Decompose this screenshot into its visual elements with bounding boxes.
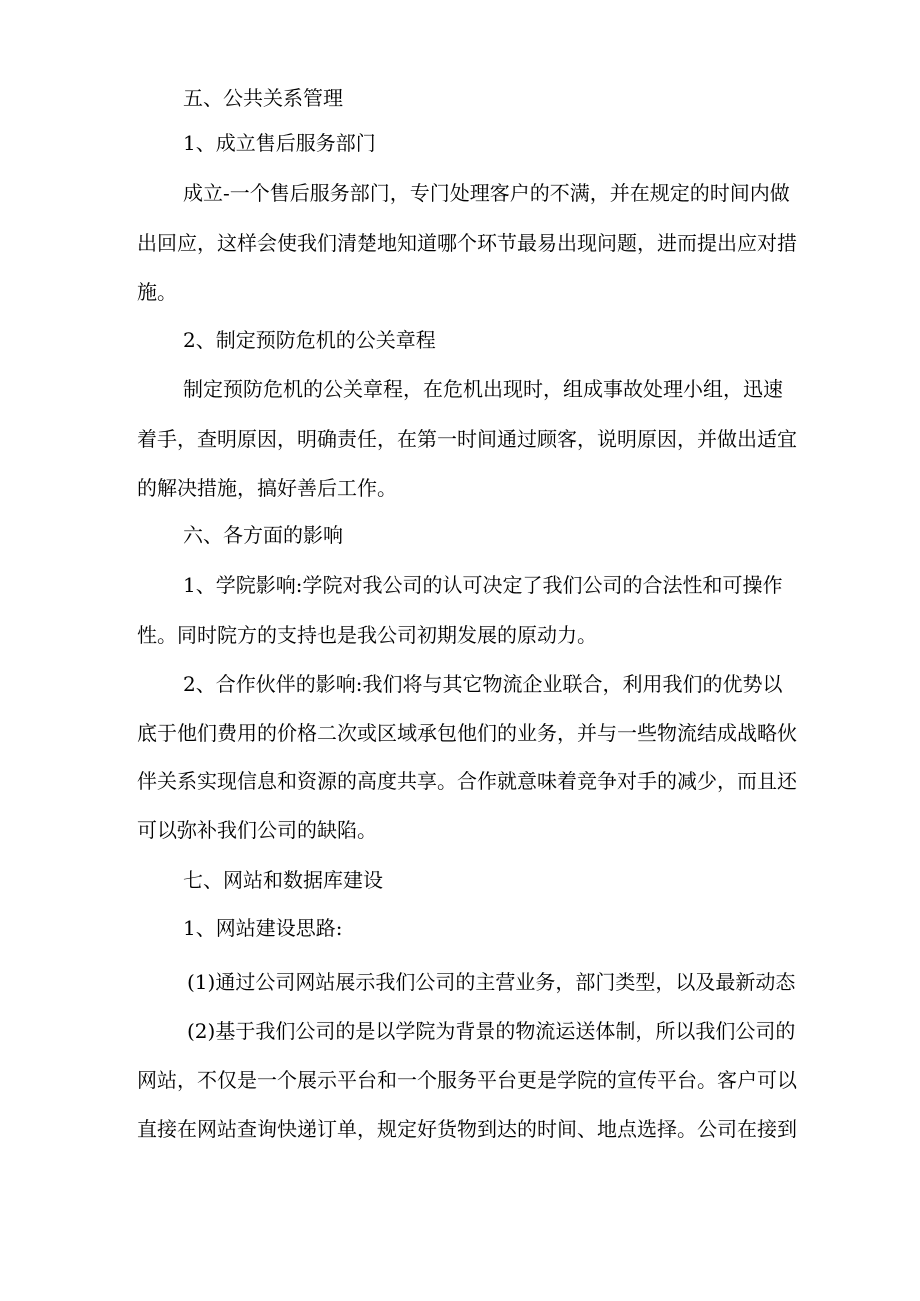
paragraph-line: 着手，查明原因，明确责任，在第一时间通过顾客，说明原因，并做出适宜 [137,427,797,451]
paragraph-line: 制定预防危机的公关章程，在危机出现时，组成事故处理小组，迅速 [183,377,783,401]
section-7-1-title: 1、网站建设思路: [183,916,343,940]
section-6-title: 六、各方面的影响 [183,523,343,547]
section-5-1-title: 1、成立售后服务部门 [183,131,376,155]
paragraph-line: 出回应，这样会使我们清楚地知道哪个环节最易出现问题，进而提出应对措 [137,231,797,255]
section-5-title: 五、公共关系管理 [183,86,343,110]
paragraph-line: 直接在网站查询快递订单，规定好货物到达的时间、地点选择。公司在接到 [137,1117,797,1141]
paragraph-line: 1、学院影响:学院对我公司的认可决定了我们公司的合法性和可操作 [183,573,783,597]
paragraph-line: 2、合作伙伴的影响:我们将与其它物流企业联合，利用我们的优势以 [183,672,783,696]
paragraph-line: (1)通过公司网站展示我们公司的主营业务，部门类型，以及最新动态 [187,970,796,994]
paragraph-line: 伴关系实现信息和资源的高度共享。合作就意味着竞争对手的减少，而且还 [137,769,797,793]
paragraph-line: 网站，不仅是一个展示平台和一个服务平台更是学院的宣传平台。客户可以 [137,1068,797,1092]
paragraph-line: 的解决措施，搞好善后工作。 [137,476,397,500]
paragraph-line: 性。同时院方的支持也是我公司初期发展的原动力。 [137,623,597,647]
paragraph-line: 底于他们费用的价格二次或区域承包他们的业务，并与一些物流结成战略伙 [137,721,797,745]
paragraph-line: (2)基于我们公司的是以学院为背景的物流运送体制，所以我们公司的 [187,1019,796,1043]
paragraph-line: 成立-一个售后服务部门，专门处理客户的不满，并在规定的时间内做 [183,181,790,205]
section-7-title: 七、网站和数据库建设 [183,868,383,892]
section-5-2-title: 2、制定预防危机的公关章程 [183,328,436,352]
paragraph-line: 施。 [137,280,177,304]
paragraph-line: 可以弥补我们公司的缺陷。 [137,818,377,842]
